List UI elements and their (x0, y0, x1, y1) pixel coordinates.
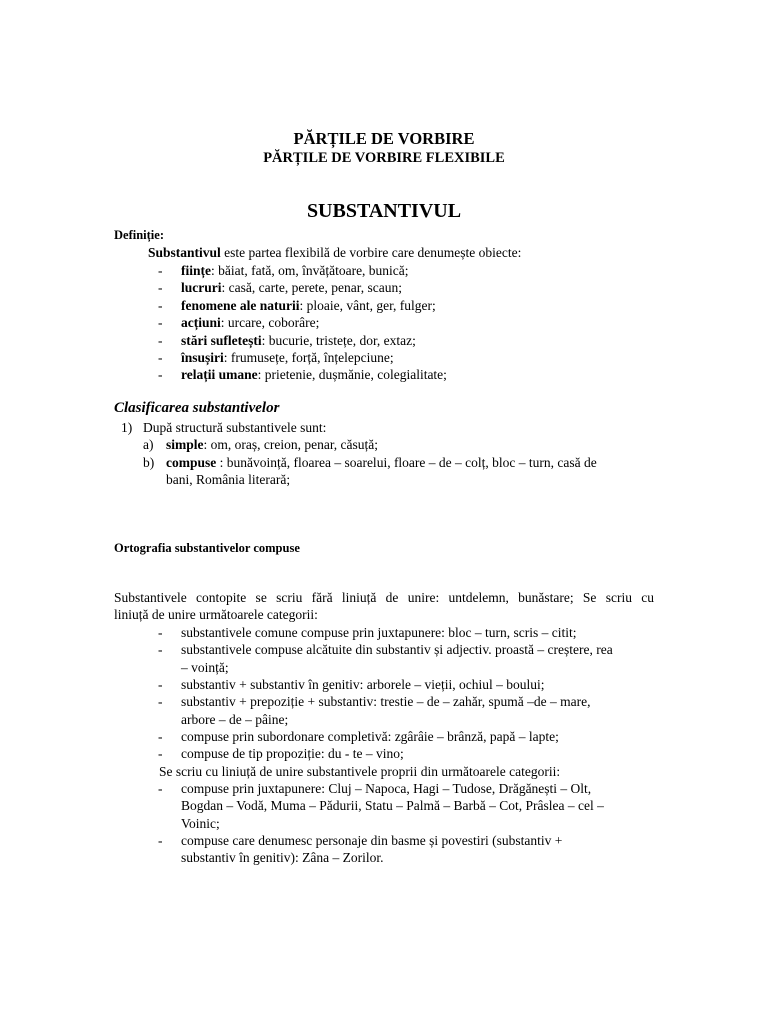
definition-item-text: : prietenie, dușmănie, colegialitate; (257, 367, 447, 383)
definition-item (181, 314, 319, 331)
definition-item-term: ființe (181, 263, 211, 278)
proper-intro: Se scriu cu liniuță de unire substantivele proprii din următoarele categorii: (159, 764, 561, 779)
definition-item-term: însușiri (181, 350, 224, 365)
bullet-dash: - (158, 781, 163, 796)
list-item: compuse de tip propoziție: du - te – vino; (181, 746, 404, 762)
orthography-heading: Ortografia substantivelor compuse (114, 541, 300, 555)
definition-item-term: acțiuni (181, 315, 221, 331)
bullet-dash: - (158, 297, 163, 313)
bullet-dash: - (158, 332, 163, 348)
page-title: PĂRȚILE DE VORBIRE (293, 129, 475, 148)
orthography-intro-line-2: liniuță de unire următoarele categorii: (114, 607, 318, 622)
definition-text: este partea flexibilă de vorbire care denumește obiecte: (220, 245, 522, 260)
list-item: substantivele compuse alcătuite din substantiv și adjectiv. proastă – creștere, rea (181, 642, 613, 658)
definition-item (181, 349, 394, 366)
list-item: substantiv + substantiv în genitiv: arborele – vieții, ochiul – boului; (181, 676, 545, 692)
bullet-dash: - (158, 263, 163, 278)
definition-item-text: : băiat, fată, om, învățătoare, bunică; (211, 263, 409, 278)
bullet-dash: - (158, 350, 163, 365)
bullet-dash: - (158, 315, 163, 331)
page-subtitle: PĂRȚILE DE VORBIRE FLEXIBILE (263, 150, 505, 166)
item-a-text: : om, oraș, creion, penar, căsuță; (203, 437, 379, 452)
definition-item-term: stări sufletești (181, 332, 262, 348)
definition-item-term: fenomene ale naturii (181, 297, 300, 313)
bullet-dash: - (158, 832, 163, 848)
classification-point-text: După structură substantivele sunt: (143, 420, 327, 435)
item-b-term: compuse (166, 455, 217, 470)
list-item-continuation: Voinic; (181, 815, 220, 831)
list-item: compuse care denumesc personaje din basme și povestiri (substantiv + (181, 832, 563, 848)
definition-item (181, 332, 416, 349)
bullet-dash: - (158, 280, 163, 296)
bullet-dash: - (158, 728, 163, 744)
item-a-term: simple (166, 437, 204, 452)
definition-label: Definiție: (114, 228, 164, 242)
definition-term: Substantivul (148, 245, 221, 260)
list-item: substantivele comune compuse prin juxtapunere: bloc – turn, scris – citit; (181, 625, 577, 640)
list-item: compuse prin juxtapunere: Cluj – Napoca, Hagi – Tudose, Drăgănești – Olt, (181, 781, 592, 796)
definition-item-text: : casă, carte, perete, penar, scaun; (221, 280, 402, 296)
item-b-continuation: bani, România literară; (166, 472, 291, 487)
bullet-dash: - (158, 625, 163, 640)
classification-heading: Clasificarea substantivelor (114, 400, 280, 416)
section-title: SUBSTANTIVUL (306, 200, 462, 222)
definition-item (181, 297, 436, 314)
definition-item-term: relații umane (181, 367, 258, 383)
list-item-continuation: Bogdan – Vodă, Muma – Pădurii, Statu – Palmă – Barbă – Cot, Prâslea – cel – (181, 798, 604, 814)
definition-line (148, 244, 521, 261)
definition-item-term: lucruri (181, 280, 222, 296)
item-a-label: a) (143, 437, 154, 452)
definition-item (181, 262, 409, 279)
definition-item-text: : frumusețe, forță, înțelepciune; (223, 350, 394, 365)
orthography-intro-line-1: Substantivele contopite se scriu fără liniuță de unire: untdelemn, bunăstare; Se scriu cu (114, 590, 654, 605)
bullet-dash: - (158, 694, 163, 710)
list-item-continuation: – voință; (181, 659, 229, 675)
definition-item-text: : urcare, coborâre; (220, 315, 320, 331)
definition-item (181, 279, 402, 296)
classification-point-number: 1) (121, 420, 133, 435)
item-a-line (166, 436, 378, 453)
definition-item (181, 366, 447, 383)
list-item: compuse prin subordonare completivă: zgârâie – brânză, papă – lapte; (181, 728, 559, 744)
bullet-dash: - (158, 367, 163, 383)
bullet-dash: - (158, 676, 163, 692)
definition-item-text: : bucurie, tristețe, dor, extaz; (261, 332, 416, 348)
list-item-continuation: substantiv în genitiv): Zâna – Zorilor. (181, 850, 384, 866)
item-b-label: b) (143, 455, 155, 470)
bullet-dash: - (158, 642, 163, 658)
item-b-text: : bunăvoință, floarea – soarelui, floare – de – colț, bloc – turn, casă de (216, 455, 597, 470)
list-item-continuation: arbore – de – pâine; (181, 711, 289, 727)
definition-item-text: : ploaie, vânt, ger, fulger; (299, 297, 436, 313)
bullet-dash: - (158, 746, 163, 762)
item-b-line (166, 454, 597, 471)
list-item: substantiv + prepoziție + substantiv: trestie – de – zahăr, spumă –de – mare, (181, 694, 591, 710)
